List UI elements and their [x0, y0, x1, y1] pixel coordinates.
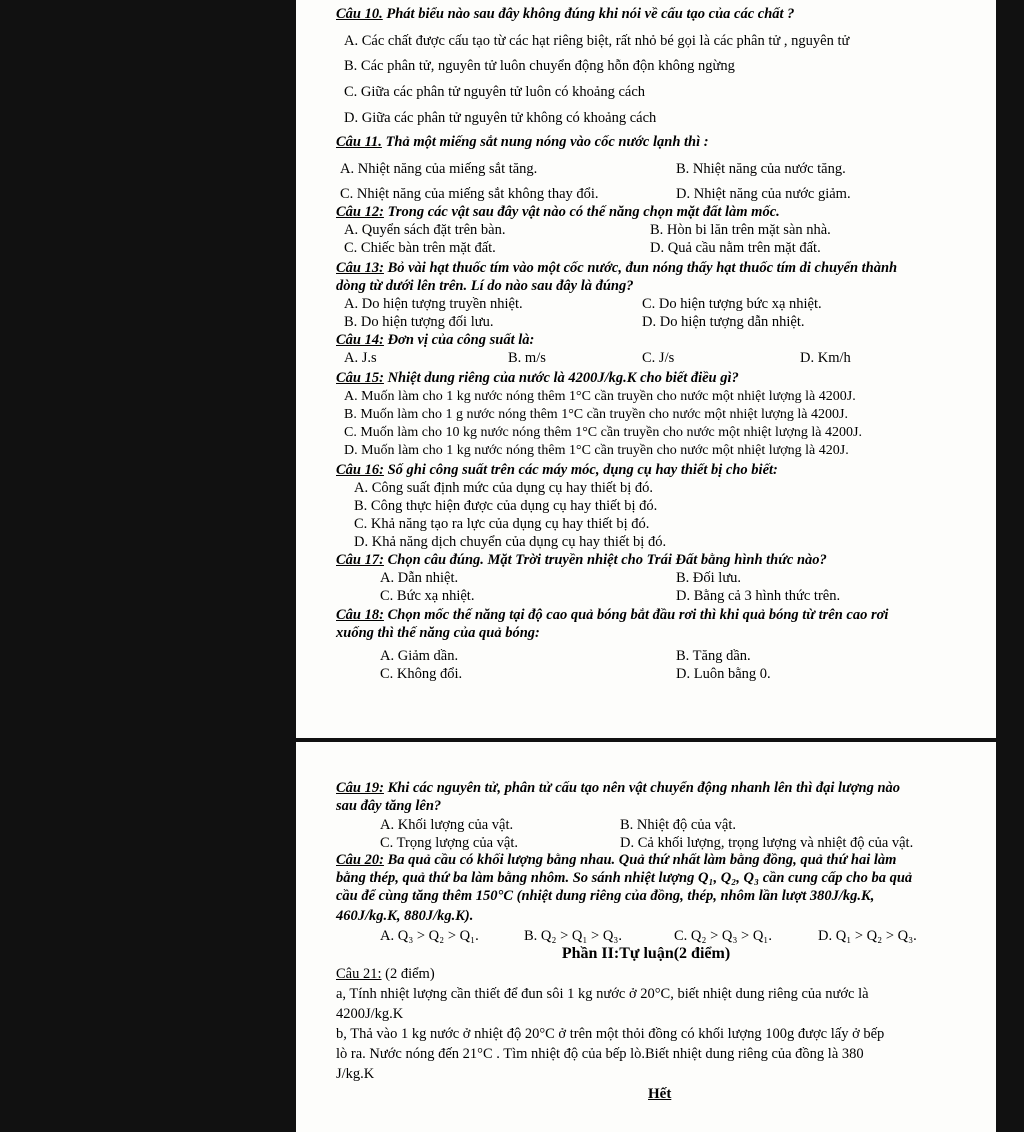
- question-12: [336, 204, 780, 220]
- question-points: (2 điểm): [381, 966, 435, 982]
- question-number: Câu 19:: [336, 780, 384, 796]
- option-d: D. Bằng cả 3 hình thức trên.: [676, 588, 841, 604]
- part-a-text-cont: 4200J/kg.K: [336, 1006, 404, 1022]
- option-d: D. Q₁ > Q₂ > Q₃.: [818, 928, 917, 944]
- option-b: B. Tăng dần.: [676, 648, 751, 664]
- option-d: D. Nhiệt năng của nước giảm.: [676, 186, 851, 202]
- option-c: C. Nhiệt năng của miếng sắt không thay đổi.: [340, 186, 599, 202]
- option-c: C. Q₂ > Q₃ > Q₁.: [674, 928, 772, 944]
- option-c: C. Trọng lượng của vật.: [380, 835, 518, 851]
- question-17: [336, 552, 827, 568]
- option-b: B. Nhiệt độ của vật.: [620, 817, 736, 833]
- part-b-text-cont: J/kg.K: [336, 1066, 375, 1082]
- question-text: Ba quả cầu có khối lượng bằng nhau. Quả thứ nhất làm bằng đồng, quả thứ hai làm: [383, 852, 897, 868]
- option-a: A. Các chất được cấu tạo từ các hạt riêng biệt, rất nhỏ bé gọi là các phân tử , nguyên tử: [344, 33, 850, 49]
- question-text: Trong các vật sau đây vật nào có thế năng chọn mặt đất làm mốc.: [383, 204, 780, 220]
- exam-page-top: [296, 0, 996, 738]
- option-a: A. Giảm dần.: [380, 648, 459, 664]
- question-text-cont: 460J/kg.K, 880J/kg.K).: [336, 908, 474, 924]
- question-number: Câu 18:: [336, 607, 384, 623]
- question-number: Câu 12:: [336, 204, 384, 220]
- question-number: Câu 10.: [336, 6, 383, 22]
- question-16: [336, 462, 778, 478]
- question-19: [336, 780, 900, 796]
- question-18: [336, 607, 888, 623]
- option-a: A. Nhiệt năng của miếng sắt tăng.: [340, 161, 538, 177]
- option-a: A. Khối lượng của vật.: [380, 817, 514, 833]
- question-text-cont: cầu để cùng tăng thêm 150°C (nhiệt dung riêng của đồng, thép, nhôm lần lượt 380J/kg.K,: [336, 888, 875, 904]
- question-21: [336, 966, 435, 982]
- part-b-text-cont: lò ra. Nước nóng đến 21°C . Tìm nhiệt độ của bếp lò.Biết nhiệt dung riêng của đồng là 380: [336, 1046, 864, 1062]
- option-b: B. Hòn bi lăn trên mặt sàn nhà.: [650, 222, 831, 238]
- option-d: D. Giữa các phân tử nguyên tử không có khoảng cách: [344, 110, 657, 126]
- question-text: Số ghi công suất trên các máy móc, dụng cụ hay thiết bị cho biết:: [383, 462, 778, 478]
- option-c: C. Bức xạ nhiệt.: [380, 588, 475, 604]
- option-a: A. Q₃ > Q₂ > Q₁.: [380, 928, 479, 944]
- part-a-text: a, Tính nhiệt lượng cần thiết để đun sôi 1 kg nước ở 20°C, biết nhiệt dung riêng của nước là: [336, 986, 869, 1002]
- option-d: D. Quả cầu nằm trên mặt đất.: [650, 240, 821, 256]
- question-text-cont: dòng từ dưới lên trên. Lí do nào sau đây là đúng?: [336, 278, 634, 294]
- part-b-text: b, Thả vào 1 kg nước ở nhiệt độ 20°C ở trên một thỏi đồng có khối lượng 100g được lấy ở bếp: [336, 1026, 885, 1042]
- question-11: [336, 134, 709, 150]
- option-d: D. Km/h: [800, 350, 851, 366]
- question-13: [336, 260, 897, 276]
- option-b: B. m/s: [508, 350, 546, 366]
- question-text-cont: bằng thép, quả thứ ba làm bằng nhôm. So sánh nhiệt lượng Q₁, Q₂, Q₃ cần cung cấp cho ba quả: [336, 870, 913, 886]
- question-text: Chọn câu đúng. Mặt Trời truyền nhiệt cho Trái Đất bằng hình thức nào?: [383, 552, 827, 568]
- option-a: A. Quyển sách đặt trên bàn.: [344, 222, 506, 238]
- option-c: C. Chiếc bàn trên mặt đất.: [344, 240, 496, 256]
- question-text: Đơn vị của công suất là:: [383, 332, 535, 348]
- option-c: C. Do hiện tượng bức xạ nhiệt.: [642, 296, 822, 312]
- option-c: C. Muốn làm cho 10 kg nước nóng thêm 1°C cần truyền cho nước một nhiệt lượng là 4200J.: [344, 425, 862, 440]
- question-text: Thả một miếng sắt nung nóng vào cốc nước lạnh thì :: [381, 134, 709, 150]
- question-text: Phát biểu nào sau đây không đúng khi nói về cấu tạo của các chất ?: [382, 6, 795, 22]
- question-20: [336, 852, 896, 868]
- option-a: A. Dẫn nhiệt.: [380, 570, 459, 586]
- end-mark: Hết: [648, 1086, 672, 1102]
- question-text: Nhiệt dung riêng của nước là 4200J/kg.K cho biết điều gì?: [383, 370, 739, 386]
- option-a: A. Do hiện tượng truyền nhiệt.: [344, 296, 523, 312]
- option-b: B. Các phân tử, nguyên tử luôn chuyển động hỗn độn không ngừng: [344, 58, 735, 74]
- question-text: Bỏ vài hạt thuốc tím vào một cốc nước, đun nóng thấy hạt thuốc tím di chuyển thành: [383, 260, 898, 276]
- option-d: D. Luôn bằng 0.: [676, 666, 771, 682]
- question-14: [336, 332, 534, 348]
- question-number: Câu 16:: [336, 462, 384, 478]
- option-d: D. Do hiện tượng dẫn nhiệt.: [642, 314, 805, 330]
- option-b: B. Q₂ > Q₁ > Q₃.: [524, 928, 622, 944]
- option-d: D. Khả năng dịch chuyển của dụng cụ hay thiết bị đó.: [354, 534, 667, 550]
- section-title: Phần II:Tự luận(2 điểm): [561, 945, 731, 962]
- option-c: C. Khả năng tạo ra lực của dụng cụ hay thiết bị đó.: [354, 516, 650, 532]
- question-10: [336, 6, 794, 22]
- option-c: C. Không đổi.: [380, 666, 463, 682]
- option-b: B. Đối lưu.: [676, 570, 742, 586]
- question-number: Câu 17:: [336, 552, 384, 568]
- question-number: Câu 21:: [336, 966, 382, 982]
- option-b: B. Muốn làm cho 1 g nước nóng thêm 1°C cần truyền cho nước một nhiệt lượng là 4200J.: [344, 407, 848, 422]
- question-text: Khi các nguyên tử, phân tử cấu tạo nên vật chuyển động nhanh lên thì đại lượng nào: [383, 780, 901, 796]
- option-b: B. Công thực hiện được của dụng cụ hay thiết bị đó.: [354, 498, 658, 514]
- option-a: A. Muốn làm cho 1 kg nước nóng thêm 1°C cần truyền cho nước một nhiệt lượng là 4200J.: [344, 389, 856, 404]
- option-b: B. Do hiện tượng đối lưu.: [344, 314, 494, 330]
- option-a: A. J.s: [344, 350, 377, 366]
- question-number: Câu 15:: [336, 370, 384, 386]
- question-text-cont: sau đây tăng lên?: [336, 798, 442, 814]
- question-text-cont: xuống thì thế năng của quả bóng:: [336, 625, 540, 641]
- option-a: A. Công suất định mức của dụng cụ hay thiết bị đó.: [354, 480, 654, 496]
- question-15: [336, 370, 739, 386]
- question-number: Câu 20:: [336, 852, 384, 868]
- option-b: B. Nhiệt năng của nước tăng.: [676, 161, 846, 177]
- option-d: D. Muốn làm cho 1 kg nước nóng thêm 1°C cần truyền cho nước một nhiệt lượng là 420J.: [344, 443, 849, 458]
- question-number: Câu 11.: [336, 134, 382, 150]
- question-number: Câu 14:: [336, 332, 384, 348]
- question-text: Chọn mốc thế năng tại độ cao quả bóng bắt đầu rơi thì khi quả bóng từ trên cao rơi: [383, 607, 889, 623]
- option-d: D. Cả khối lượng, trọng lượng và nhiệt độ của vật.: [620, 835, 914, 851]
- question-number: Câu 13:: [336, 260, 384, 276]
- option-c: C. Giữa các phân tử nguyên tử luôn có khoảng cách: [344, 84, 646, 100]
- exam-page-bottom: [296, 742, 996, 1132]
- option-c: C. J/s: [642, 350, 675, 366]
